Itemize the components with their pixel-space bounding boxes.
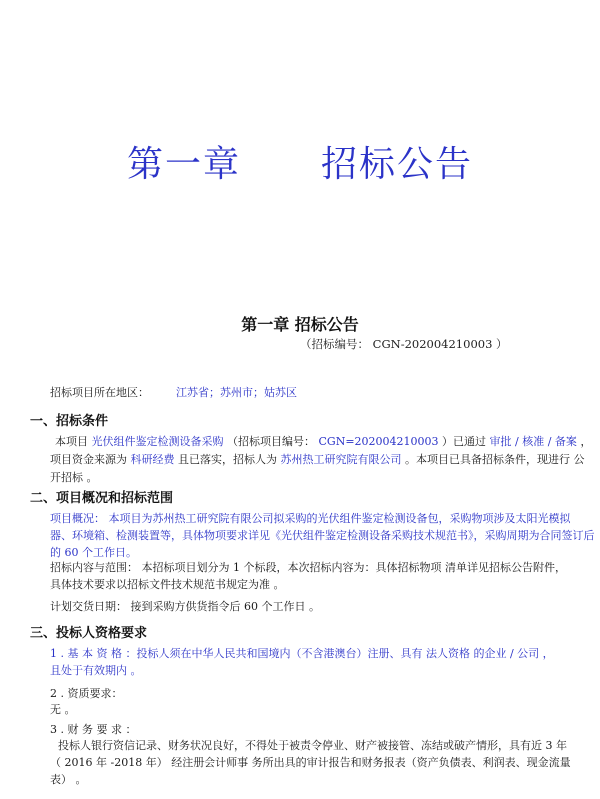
s1-text: （招标项目编号： — [227, 435, 315, 448]
project-overview — [50, 510, 595, 561]
qualification-line: 1 . 基 本 资 格 ：投标人须在中华人民共和国境内（不含港澳台）注册、具有 法人资格 的企业 / 公司 ， — [50, 647, 554, 660]
s1-text: 项目资金来源为 — [50, 453, 127, 466]
tender-number: （招标编号： CGN-202004210003 ） — [300, 337, 508, 351]
section1-paragraph — [50, 433, 592, 487]
tender-scope — [50, 559, 583, 593]
financial-line: 投标人银行资信记录、财务状况良好，不得处于被责令停业、财产被接管、冻结或破产情形，具有近 3 年 — [58, 739, 567, 752]
qualification-basic — [50, 645, 583, 679]
s1-text: 。本项目已具备招标条件，现进行 — [405, 453, 570, 466]
s1-text: ， — [580, 435, 592, 448]
scope-line: 招标内容与范围： 本招标项目划分为 1 个标段，本次招标内容为：具体招标物项 清单详见招标公告附件， — [50, 561, 566, 574]
section1-title: 一、招标条件 — [30, 414, 109, 429]
s1-text: 本项目 — [55, 435, 88, 448]
cover-title-text: 招标公告 — [321, 144, 474, 185]
location-value: 江苏省；苏州市；姑苏区 — [176, 386, 297, 399]
overview-line: 项目概况： 本项目为苏州热工研究院有限公司拟采购的光伏组件鉴定检测设备包，采购物项涉及太阳光模拟 — [50, 512, 571, 525]
project-name: 光伏组件鉴定检测设备采购 — [91, 435, 224, 448]
tenderer-name: 苏州热工研究院有限公司 — [280, 453, 402, 466]
project-location — [50, 384, 297, 400]
s1-text: 开招标 。 — [50, 471, 98, 484]
financial-label: 3 . 财 务 要 求 ： — [50, 723, 137, 736]
qualification-line: 且处于有效期内 。 — [50, 664, 142, 677]
chapter-heading: 第一章 招标公告 — [241, 315, 359, 334]
fund-source: 科研经费 — [130, 453, 175, 466]
financial-line: （ 2016 年 -2018 年） 经注册会计师事 务所出具的审计报告和财务报表（资产负债表、利润表、现金流量 — [50, 756, 571, 769]
financial-requirement — [50, 737, 583, 788]
cover-chapter: 第一章 — [126, 144, 241, 185]
s1-text: 公 — [573, 453, 585, 466]
qualification-value: 无 。 — [50, 703, 76, 716]
delivery-date: 计划交货日期： 接到采购方供货指令后 60 个工作日 。 — [50, 600, 320, 613]
overview-line: 的 60 个工作日。 — [50, 546, 137, 559]
overview-line: 器、环境箱、检测装置等，具体物项要求详见《光伏组件鉴定检测设备采购技术规范书》，采购周期为合同签订后 — [50, 529, 595, 542]
financial-line: 表） 。 — [50, 773, 87, 786]
location-label: 招标项目所在地区： — [50, 386, 149, 399]
section2-title: 二、项目概况和招标范围 — [30, 491, 174, 506]
project-number: CGN=202004210003 — [318, 435, 439, 448]
s1-text: 且已落实，招标人为 — [178, 453, 277, 466]
scope-line: 具体技术要求以招标文件技术规范书规定为准 。 — [50, 578, 285, 591]
s1-text: ）已通过 — [442, 435, 487, 448]
approval-status: 审批 / 核准 / 备案 — [489, 435, 577, 448]
cover-title — [0, 136, 600, 187]
qualification-label: 2 . 资质要求： — [50, 687, 123, 700]
section3-title: 三、投标人资格要求 — [30, 626, 148, 641]
